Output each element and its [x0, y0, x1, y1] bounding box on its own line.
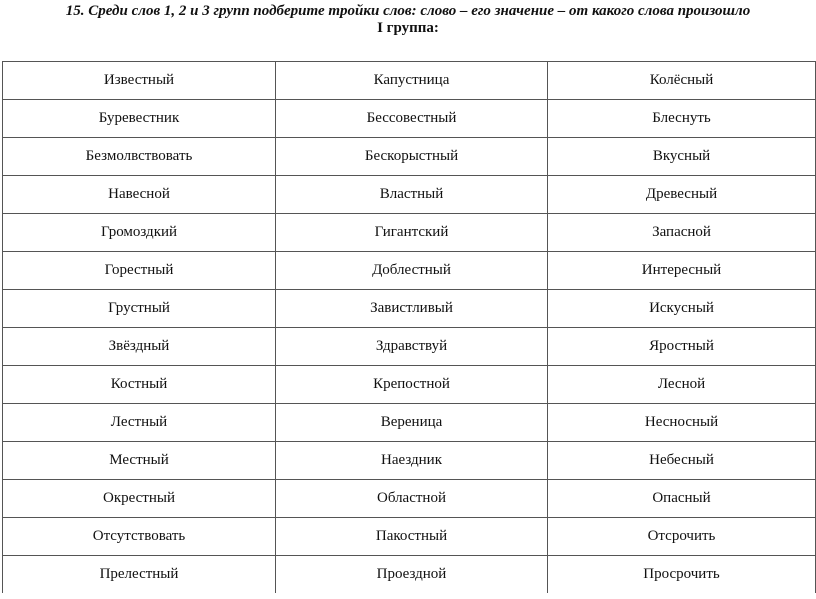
table-cell — [276, 442, 548, 480]
table-cell — [548, 138, 816, 176]
table-cell — [548, 290, 816, 328]
word-text: Пакостный — [375, 528, 448, 544]
word-text: Древесный — [645, 186, 718, 202]
word-text: Прелестный — [99, 566, 179, 582]
table-cell — [276, 366, 548, 404]
table-cell — [548, 214, 816, 252]
group-title: I группа: — [377, 20, 439, 36]
table-cell — [276, 480, 548, 518]
word-text: Навесной — [108, 186, 170, 202]
table-cell — [3, 404, 276, 442]
table-cell — [3, 556, 276, 594]
table-cell — [548, 366, 816, 404]
table-cell — [548, 252, 816, 290]
table-row — [3, 328, 816, 366]
word-text: Лестный — [110, 414, 168, 430]
table-cell — [276, 556, 548, 594]
word-text: Интересный — [641, 262, 722, 278]
word-text: Опасный — [652, 490, 711, 506]
word-text: Звёздный — [108, 338, 170, 354]
table-row — [3, 404, 816, 442]
word-text: Грустный — [108, 300, 170, 316]
table-row — [3, 100, 816, 138]
table-cell — [276, 328, 548, 366]
table-row — [3, 252, 816, 290]
word-text: Местный — [109, 452, 169, 468]
table-cell — [3, 290, 276, 328]
word-text: Несносный — [644, 414, 719, 430]
table-cell — [3, 366, 276, 404]
word-text: Окрестный — [103, 490, 175, 506]
word-text: Отсутствовать — [92, 528, 186, 544]
word-text: Горестный — [104, 262, 174, 278]
table-cell — [276, 214, 548, 252]
table-cell — [276, 62, 548, 100]
table-cell — [276, 518, 548, 556]
table-cell — [548, 100, 816, 138]
word-text: Наездник — [381, 452, 442, 468]
table-row — [3, 176, 816, 214]
table-cell — [548, 176, 816, 214]
table-row — [3, 62, 816, 100]
words-table — [2, 61, 816, 593]
word-text: Здравствуй — [375, 338, 448, 354]
word-text: Искусный — [649, 300, 714, 316]
table-row — [3, 366, 816, 404]
table-row — [3, 138, 816, 176]
table-cell — [548, 328, 816, 366]
table-row — [3, 442, 816, 480]
table-cell — [3, 518, 276, 556]
table-cell — [548, 480, 816, 518]
table-cell — [548, 442, 816, 480]
table-cell — [276, 176, 548, 214]
word-text: Проездной — [376, 566, 447, 582]
words-table-body — [3, 62, 816, 594]
table-row — [3, 518, 816, 556]
word-text: Костный — [110, 376, 168, 392]
table-cell — [3, 176, 276, 214]
word-text: Колёсный — [649, 72, 714, 88]
table-cell — [3, 214, 276, 252]
word-text: Блеснуть — [652, 110, 711, 126]
word-text: Запасной — [652, 224, 711, 240]
table-cell — [3, 62, 276, 100]
table-cell — [276, 404, 548, 442]
word-text: Бессовестный — [366, 110, 457, 126]
word-text: Властный — [379, 186, 444, 202]
word-text: Бескорыстный — [364, 148, 459, 164]
table-cell — [276, 252, 548, 290]
table-cell — [276, 290, 548, 328]
table-cell — [3, 328, 276, 366]
task-heading: 15. Среди слов 1, 2 и 3 групп подберите тройки слов: слово – его значение – от какого слова произошло — [65, 3, 751, 19]
word-text: Гигантский — [374, 224, 449, 240]
word-text: Областной — [376, 490, 446, 506]
word-text: Вкусный — [652, 148, 711, 164]
table-cell — [3, 138, 276, 176]
word-text: Отсрочить — [647, 528, 716, 544]
word-text: Крепостной — [373, 376, 450, 392]
word-text: Громоздкий — [100, 224, 178, 240]
table-cell — [548, 62, 816, 100]
table-cell — [548, 404, 816, 442]
word-text: Завистливый — [370, 300, 453, 316]
table-cell — [276, 138, 548, 176]
table-row — [3, 290, 816, 328]
word-text: Яростный — [649, 338, 714, 354]
word-text: Безмолвствовать — [85, 148, 193, 164]
table-cell — [276, 100, 548, 138]
table-row — [3, 214, 816, 252]
table-cell — [3, 442, 276, 480]
word-text: Доблестный — [372, 262, 451, 278]
table-cell — [548, 518, 816, 556]
table-cell — [3, 252, 276, 290]
word-text: Известный — [103, 72, 175, 88]
table-row — [3, 480, 816, 518]
word-text: Лесной — [657, 376, 706, 392]
table-cell — [548, 556, 816, 594]
word-text: Вереница — [380, 414, 443, 430]
word-text: Просрочить — [643, 566, 720, 582]
word-text: Небесный — [649, 452, 714, 468]
table-row — [3, 556, 816, 594]
table-cell — [3, 100, 276, 138]
word-text: Капустница — [373, 72, 450, 88]
table-cell — [3, 480, 276, 518]
word-text: Буревестник — [98, 110, 180, 126]
